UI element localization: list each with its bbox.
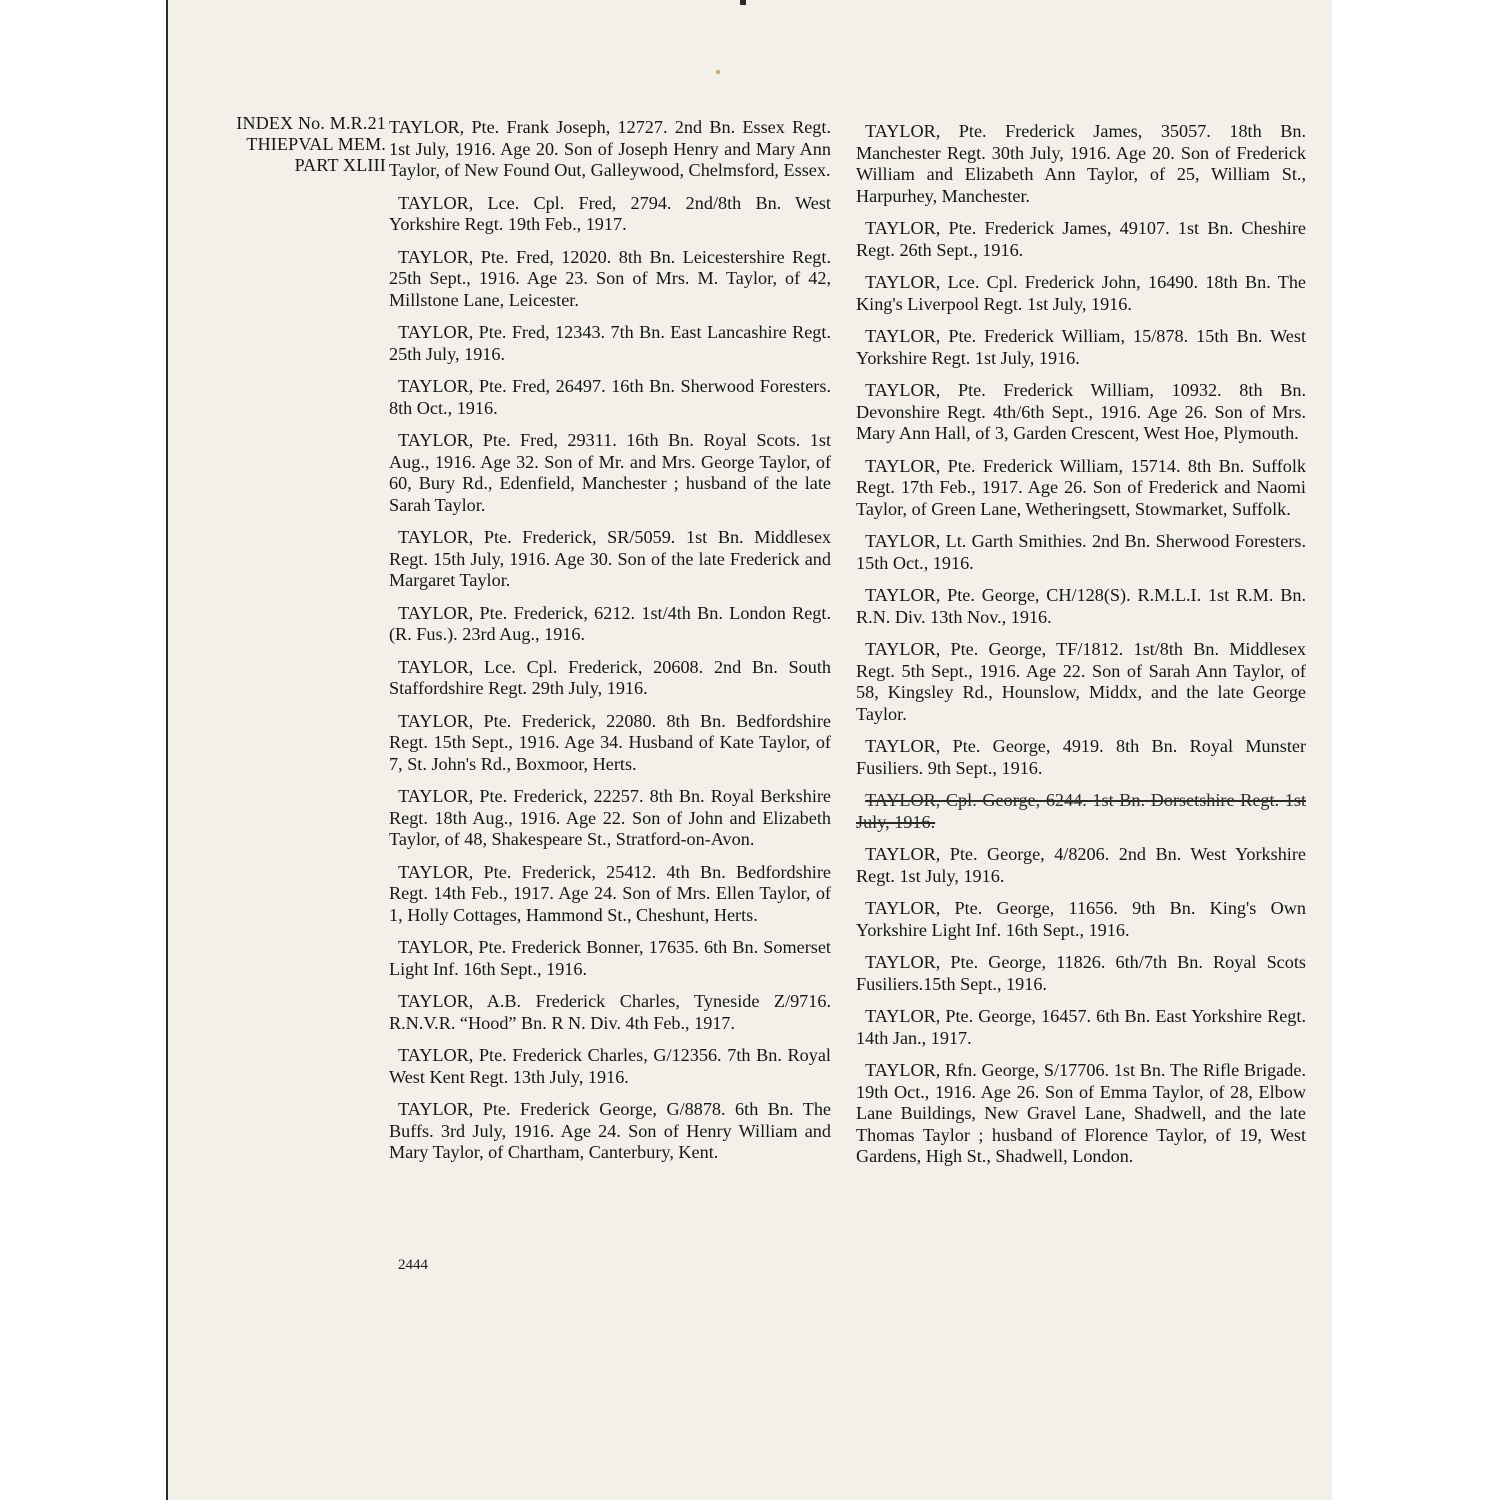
casualty-entry: TAYLOR, Pte. Frederick William, 15714. 8th Bn. Suffolk Regt. 17th Feb., 1917. Age 26. Son of Frederick and Naomi Taylor, of Green Lane, Wetheringsett, Stowmarket, Suffolk. bbox=[856, 455, 1306, 519]
casualty-entry: TAYLOR, Pte. George, 11826. 6th/7th Bn. Royal Scots Fusiliers.15th Sept., 1916. bbox=[856, 952, 1306, 994]
casualty-entry: TAYLOR, Pte. George, 16457. 6th Bn. East Yorkshire Regt. 14th Jan., 1917. bbox=[856, 1006, 1306, 1048]
casualty-entry: TAYLOR, Pte. George, TF/1812. 1st/8th Bn. Middlesex Regt. 5th Sept., 1916. Age 22. Son of Sarah Ann Taylor, of 58, Kingsley Rd., Hounslow, Middx, and the late George Taylor. bbox=[856, 639, 1306, 724]
right-column bbox=[856, 121, 1306, 1179]
casualty-entry: TAYLOR, Pte. Frank Joseph, 12727. 2nd Bn. Essex Regt. 1st July, 1916. Age 20. Son of Joseph Henry and Mary Ann Taylor, of New Found Out, Galleywood, Chelmsford, Essex. bbox=[389, 117, 831, 180]
casualty-entry: TAYLOR, Pte. George, 4919. 8th Bn. Royal Munster Fusiliers. 9th Sept., 1916. bbox=[856, 736, 1306, 778]
page-number: 2444 bbox=[398, 1257, 428, 1273]
casualty-entry: TAYLOR, Pte. Frederick, 6212. 1st/4th Bn. London Regt. (R. Fus.). 23rd Aug., 1916. bbox=[389, 602, 831, 644]
index-header bbox=[196, 113, 386, 176]
casualty-entry: TAYLOR, Pte. Frederick William, 10932. 8th Bn. Devonshire Regt. 4th/6th Sept., 1916. Age 26. Son of Mrs. Mary Ann Hall, of 3, Garden Crescent, West Hoe, Plymouth. bbox=[856, 380, 1306, 443]
casualty-entry: TAYLOR, Lt. Garth Smithies. 2nd Bn. Sherwood Foresters. 15th Oct., 1916. bbox=[856, 531, 1306, 573]
part-number: PART XLIII bbox=[294, 155, 386, 175]
casualty-entry: TAYLOR, Pte. George, 11656. 9th Bn. King's Own Yorkshire Light Inf. 16th Sept., 1916. bbox=[856, 898, 1306, 940]
memorial-name: THIEPVAL MEM. bbox=[246, 134, 386, 154]
casualty-entry: TAYLOR, Pte. Frederick William, 15/878. 15th Bn. West Yorkshire Regt. 1st July, 1916. bbox=[856, 326, 1306, 368]
casualty-entry: TAYLOR, Pte. Fred, 29311. 16th Bn. Royal Scots. 1st Aug., 1916. Age 32. Son of Mr. and Mrs. George Taylor, of 60, Bury Rd., Edenfield, Manchester ; husband of the late Sarah Taylor. bbox=[389, 430, 831, 515]
casualty-entry: TAYLOR, Lce. Cpl. Frederick John, 16490. 18th Bn. The King's Liverpool Regt. 1st July, 1916. bbox=[856, 272, 1306, 314]
index-number: INDEX No. M.R.21 bbox=[236, 113, 386, 133]
casualty-entry: TAYLOR, Rfn. George, S/17706. 1st Bn. The Rifle Brigade. 19th Oct., 1916. Age 26. Son of Emma Taylor, of 28, Elbow Lane Buildings, New Gravel Lane, Shadwell, and the late Thomas Taylor ; husband of Florence Taylor, of 19, West Gardens, High St., Shadwell, London. bbox=[856, 1060, 1306, 1166]
casualty-entry: TAYLOR, Pte. Frederick, 25412. 4th Bn. Bedfordshire Regt. 14th Feb., 1917. Age 24. Son of Mrs. Ellen Taylor, of 1, Holly Cottages, Hammond St., Cheshunt, Herts. bbox=[389, 861, 831, 925]
casualty-entry: TAYLOR, Pte. Fred, 12343. 7th Bn. East Lancashire Regt. 25th July, 1916. bbox=[389, 322, 831, 364]
casualty-entry: TAYLOR, Pte. Frederick, SR/5059. 1st Bn. Middlesex Regt. 15th July, 1916. Age 30. Son of the late Frederick and Margaret Taylor. bbox=[389, 527, 831, 590]
struck-through-entry: TAYLOR, Cpl. George, 6244. 1st Bn. Dorsetshire Regt. 1st July, 1916. bbox=[856, 790, 1306, 832]
casualty-entry: TAYLOR, Pte. Frederick James, 49107. 1st Bn. Cheshire Regt. 26th Sept., 1916. bbox=[856, 218, 1306, 260]
casualty-entry: TAYLOR, Pte. Fred, 26497. 16th Bn. Sherwood Foresters. 8th Oct., 1916. bbox=[389, 376, 831, 418]
casualty-entry: TAYLOR, Pte. George, 4/8206. 2nd Bn. West Yorkshire Regt. 1st July, 1916. bbox=[856, 844, 1306, 886]
casualty-entry: TAYLOR, Pte. Frederick, 22080. 8th Bn. Bedfordshire Regt. 15th Sept., 1916. Age 34. Husband of Kate Taylor, of 7, St. John's Rd., Boxmoor, Herts. bbox=[389, 710, 831, 774]
casualty-entry: TAYLOR, A.B. Frederick Charles, Tyneside Z/9716. R.N.V.R. “Hood” Bn. R N. Div. 4th Feb., 1917. bbox=[389, 991, 831, 1033]
left-column bbox=[389, 117, 831, 1175]
casualty-entry: TAYLOR, Pte. George, CH/128(S). R.M.L.I. 1st R.M. Bn. R.N. Div. 13th Nov., 1916. bbox=[856, 585, 1306, 627]
casualty-entry: TAYLOR, Pte. Frederick James, 35057. 18th Bn. Manchester Regt. 30th July, 1916. Age 20. Son of Frederick William and Elizabeth Ann Taylor, of 25, William St., Harpurhey, Manchester. bbox=[856, 121, 1306, 206]
scan-margin-right bbox=[1332, 0, 1500, 1500]
scan-margin-left bbox=[0, 0, 166, 1500]
casualty-entry: TAYLOR, Pte. Frederick George, G/8878. 6th Bn. The Buffs. 3rd July, 1916. Age 24. Son of Henry William and Mary Taylor, of Chartham, Canterbury, Kent. bbox=[389, 1099, 831, 1162]
binding-mark bbox=[740, 0, 746, 5]
casualty-entry: TAYLOR, Pte. Frederick, 22257. 8th Bn. Royal Berkshire Regt. 18th Aug., 1916. Age 22. Son of John and Elizabeth Taylor, of 48, Shakespeare St., Stratford-on-Avon. bbox=[389, 786, 831, 849]
casualty-entry: TAYLOR, Pte. Frederick Bonner, 17635. 6th Bn. Somerset Light Inf. 16th Sept., 1916. bbox=[389, 937, 831, 979]
paper-speck bbox=[716, 70, 720, 74]
casualty-entry: TAYLOR, Lce. Cpl. Fred, 2794. 2nd/8th Bn. West Yorkshire Regt. 19th Feb., 1917. bbox=[389, 192, 831, 234]
casualty-entry: TAYLOR, Pte. Fred, 12020. 8th Bn. Leicestershire Regt. 25th Sept., 1916. Age 23. Son of Mrs. M. Taylor, of 42, Millstone Lane, Leicester. bbox=[389, 246, 831, 310]
casualty-entry: TAYLOR, Pte. Frederick Charles, G/12356. 7th Bn. Royal West Kent Regt. 13th July, 1916. bbox=[389, 1045, 831, 1087]
casualty-entry: TAYLOR, Lce. Cpl. Frederick, 20608. 2nd Bn. South Staffordshire Regt. 29th July, 1916. bbox=[389, 656, 831, 698]
